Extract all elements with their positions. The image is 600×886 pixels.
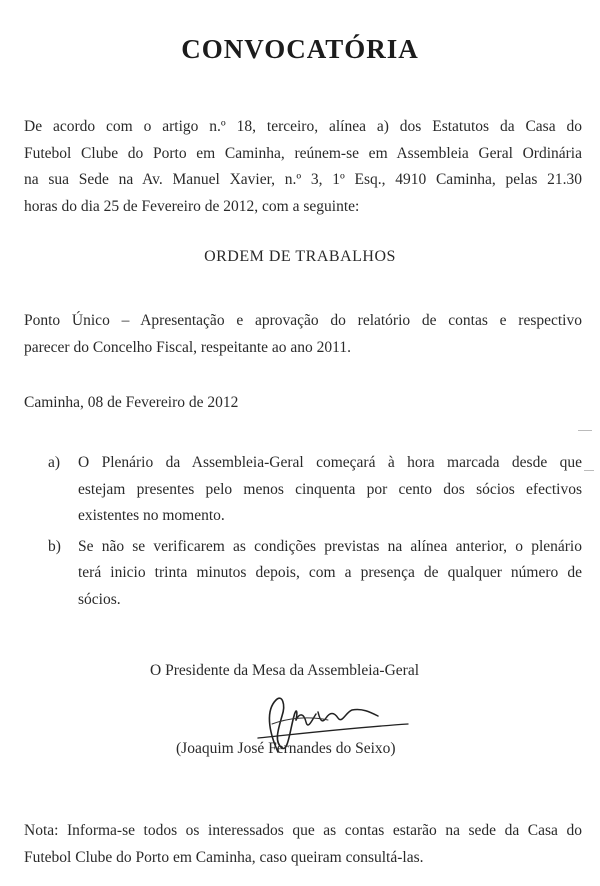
notes-list: [48, 450, 582, 617]
document-title: CONVOCATÓRIA: [181, 34, 419, 64]
scan-speck: [584, 470, 594, 471]
note-line: Se não se verificarem as condições previstas na alínea anterior, o plenário: [78, 537, 582, 555]
note-marker: a): [48, 454, 61, 471]
note-line: estejam presentes pelo menos cinquenta por cento dos sócios efectivos: [78, 480, 582, 498]
scan-speck: [578, 430, 592, 431]
agenda-line: Ponto Único – Apresentação e aprovação do relatório de contas e respectivo: [24, 312, 582, 329]
note-line: existentes no momento.: [78, 507, 225, 524]
note-line: terá inicio trinta minutos depois, com a presença de qualquer número de: [78, 564, 582, 581]
intro-line: Futebol Clube do Porto em Caminha, reúnem-se em Assembleia Geral Ordinária: [24, 144, 582, 162]
place-date: Caminha, 08 de Fevereiro de 2012: [24, 394, 239, 411]
note-line: O Plenário da Assembleia-Geral começará à hora marcada desde que: [78, 454, 582, 471]
note-marker: b): [48, 537, 61, 555]
note-item-a: [48, 450, 582, 530]
footer-line: Futebol Clube do Porto em Caminha, caso queiram consultá-las.: [24, 848, 424, 866]
agenda-paragraph: [24, 308, 582, 361]
note-line: sócios.: [78, 590, 121, 608]
footer-line: Nota: Informa-se todos os interessados que as contas estarão na sede da Casa do: [24, 822, 582, 839]
signatory-name: (Joaquim José Fernandes do Seixo): [176, 740, 396, 757]
intro-line: De acordo com o artigo n.º 18, terceiro, alínea a) dos Estatutos da Casa do: [24, 118, 582, 135]
intro-paragraph: [24, 114, 582, 220]
intro-line: horas do dia 25 de Fevereiro de 2012, com a seguinte:: [24, 197, 360, 215]
agenda-line: parecer do Concelho Fiscal, respeitante ao ano 2011.: [24, 338, 351, 356]
note-item-b: [48, 534, 582, 614]
agenda-title: ORDEM DE TRABALHOS: [204, 248, 396, 265]
intro-line: na sua Sede na Av. Manuel Xavier, n.º 3, 1º Esq., 4910 Caminha, pelas 21.30: [24, 171, 582, 188]
footer-note: [24, 818, 582, 871]
president-label: O Presidente da Mesa da Assembleia-Geral: [150, 662, 420, 679]
